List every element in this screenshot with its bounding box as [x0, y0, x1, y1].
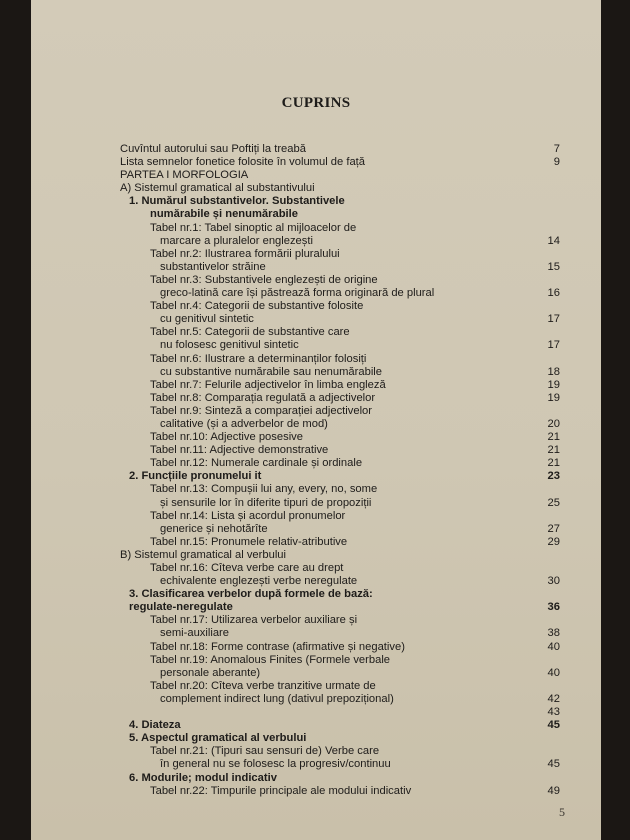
toc-entry: [120, 248, 560, 261]
toc-entry: [120, 143, 560, 156]
toc-entry-text: Tabel nr.10: Adjective posesive: [150, 431, 303, 444]
toc-entry-text: cu substantive numărabile sau nenumărabile: [160, 365, 383, 378]
toc-entry-text: Tabel nr.22: Timpurile principale ale modului indicativ: [150, 784, 412, 797]
toc-entry: [120, 601, 560, 614]
toc-entry: [120, 719, 560, 732]
toc-entry-page: 20: [547, 417, 560, 430]
toc-entry: [120, 510, 560, 523]
toc-entry-text: Tabel nr.4: Categorii de substantive folosite: [150, 300, 364, 313]
toc-entry-page: 36: [547, 601, 560, 614]
toc-entry-text: și sensurile lor în diferite tipuri de propoziții: [160, 496, 372, 509]
toc-entry: [120, 208, 560, 221]
toc-entry-text: Tabel nr.1: Tabel sinoptic al mijloacelor de: [150, 221, 357, 234]
toc-entry: [120, 156, 560, 169]
toc-entry: [120, 169, 560, 182]
toc-entry-text: 2. Funcțiile pronumelui it: [129, 470, 262, 483]
toc-entry-page: 23: [547, 470, 560, 483]
toc-entry: [120, 641, 560, 654]
toc-entry: [120, 431, 560, 444]
toc-entry: [120, 497, 560, 510]
toc-entry-page: 38: [547, 627, 560, 640]
toc-entry-text: Tabel nr.7: Felurile adjectivelor în limba engleză: [150, 378, 386, 391]
toc-entry-text: Tabel nr.5: Categorii de substantive care: [150, 326, 350, 339]
toc-entry: [120, 732, 560, 745]
toc-entry: [120, 222, 560, 235]
toc-entry-page: 45: [547, 758, 560, 771]
toc-entry-text: Tabel nr.21: (Tipuri sau sensuri de) Verbe care: [150, 745, 380, 758]
toc-entry: [120, 680, 560, 693]
toc-entry-text: Tabel nr.3: Substantivele englezești de origine: [150, 273, 378, 286]
toc-entry: [120, 483, 560, 496]
toc-entry-text: Cuvîntul autorului sau Poftiți la treabă: [120, 143, 306, 155]
toc-entry: [120, 339, 560, 352]
toc-entry: [120, 300, 560, 313]
toc-entry: [120, 182, 560, 195]
toc-entry: [120, 627, 560, 640]
toc-entry: [120, 549, 560, 562]
toc-entry: [120, 353, 560, 366]
toc-entry: [120, 614, 560, 627]
toc-entry-text: Tabel nr.12: Numerale cardinale și ordinale: [150, 457, 363, 470]
toc-entry-page: 43: [547, 706, 560, 719]
toc-entry: [120, 195, 560, 208]
page-number: 5: [559, 805, 565, 819]
toc-entry-page: 40: [547, 640, 560, 653]
toc-entry: [120, 470, 560, 483]
toc-entry: [120, 772, 560, 785]
toc-entry-text: complement indirect lung (dativul prepozițional): [160, 692, 394, 705]
toc-entry: [120, 693, 560, 706]
toc-entry-text: 1. Numărul substantivelor. Substantivele: [129, 195, 345, 208]
toc-entry-page: 17: [547, 313, 560, 326]
toc-entry-text: greco-latină care își păstrează forma originară de plural: [160, 287, 435, 300]
toc-entry: [120, 758, 560, 771]
toc-entry-text: PARTEA I MORFOLOGIA: [120, 169, 249, 182]
toc-entry-page: 14: [547, 234, 560, 247]
toc-entry: [120, 235, 560, 248]
toc-entry-text: Tabel nr.19: Anomalous Finites (Formele verbale: [150, 653, 391, 666]
toc-entry-text: Lista semnelor fonetice folosite în volumul de față: [120, 156, 366, 169]
toc-entry: [120, 588, 560, 601]
toc-entry-text: Tabel nr.9: Sinteză a comparației adjectivelor: [150, 404, 373, 417]
toc-entry: [120, 706, 560, 719]
toc-entry-page: 15: [547, 260, 560, 273]
toc-entry-text: semi-auxiliare: [160, 627, 230, 640]
book-page: [31, 0, 601, 840]
toc-entry-page: 19: [547, 378, 560, 391]
page-title: CUPRINS: [281, 95, 351, 111]
toc-entry: [120, 366, 560, 379]
toc-entry-page: 18: [547, 365, 560, 378]
toc-entry: [120, 313, 560, 326]
toc-entry-text: B) Sistemul gramatical al verbului: [120, 548, 287, 561]
toc-entry-text: Tabel nr.2: Ilustrarea formării pluralului: [150, 247, 340, 260]
toc-entry: [120, 287, 560, 300]
toc-entry-text: echivalente englezești verbe neregulate: [160, 575, 358, 588]
toc-entry: [120, 745, 560, 758]
toc-entry-text: Tabel nr.20: Cîteva verbe tranzitive urmate de: [150, 679, 376, 692]
toc-entry-text: Tabel nr.15: Pronumele relativ-atributive: [150, 535, 348, 548]
toc-entry-page: 27: [547, 522, 560, 535]
toc-entry-page: 21: [547, 444, 560, 457]
toc-entry-text: generice și nehotărîte: [160, 522, 268, 535]
toc-entry: [120, 785, 560, 798]
table-of-contents: [120, 143, 560, 798]
toc-entry-page: 7: [553, 143, 560, 155]
toc-entry: [120, 405, 560, 418]
toc-entry: [120, 536, 560, 549]
toc-entry-page: 9: [553, 156, 560, 169]
toc-entry-page: 19: [547, 391, 560, 404]
toc-entry-text: 6. Modurile; modul indicativ: [129, 771, 277, 784]
toc-entry: [120, 667, 560, 680]
toc-entry-text: Tabel nr.8: Comparația regulată a adjectivelor: [150, 391, 376, 404]
toc-entry-text: Tabel nr.17: Utilizarea verbelor auxiliare și: [150, 614, 358, 627]
toc-entry-text: marcare a pluralelor englezești: [160, 234, 313, 247]
toc-entry: [120, 379, 560, 392]
toc-entry-page: 42: [547, 692, 560, 705]
toc-entry-text: 3. Clasificarea verbelor după formele de bază:: [129, 588, 373, 601]
toc-entry-text: 4. Diateza: [129, 719, 181, 732]
toc-entry: [120, 274, 560, 287]
toc-entry-page: 17: [547, 339, 560, 352]
toc-entry: [120, 326, 560, 339]
toc-entry: [120, 457, 560, 470]
toc-entry-text: calitative (și a adverbelor de mod): [160, 417, 328, 430]
toc-entry-text: Tabel nr.11: Adjective demonstrative: [150, 444, 329, 457]
toc-entry-text: în general nu se folosesc la progresiv/continuu: [160, 758, 391, 771]
toc-entry-text: nu folosesc genitivul sintetic: [160, 339, 299, 352]
toc-entry-text: A) Sistemul gramatical al substantivului: [120, 182, 315, 195]
toc-entry: [120, 261, 560, 274]
toc-entry: [120, 575, 560, 588]
toc-entry-text: numărabile și nenumărabile: [150, 208, 298, 221]
toc-entry-text: Tabel nr.18: Forme contrase (afirmative și negative): [150, 640, 405, 653]
toc-entry-page: 21: [547, 431, 560, 444]
toc-entry-text: Tabel nr.14: Lista și acordul pronumelor: [150, 509, 346, 522]
toc-entry: [120, 523, 560, 536]
toc-entry-page: 45: [547, 719, 560, 732]
toc-entry-page: 29: [547, 535, 560, 548]
toc-entry-text: cu genitivul sintetic: [160, 313, 254, 326]
toc-entry-text: personale aberante): [160, 666, 261, 679]
toc-entry-text: substantivelor străine: [160, 260, 266, 273]
toc-entry: [120, 444, 560, 457]
toc-entry-page: 25: [547, 496, 560, 509]
toc-entry-page: 30: [547, 575, 560, 588]
toc-entry-text: 5. Aspectul gramatical al verbului: [129, 732, 307, 745]
toc-entry-text: Tabel nr.16: Cîteva verbe care au drept: [150, 562, 344, 574]
toc-entry-text: Tabel nr.13: Compușii lui any, every, no, some: [150, 483, 378, 496]
toc-entry-text: Tabel nr.6: Ilustrare a determinanților folosiți: [150, 352, 367, 365]
toc-entry-page: 21: [547, 457, 560, 470]
toc-entry: [120, 562, 560, 575]
toc-entry: [120, 654, 560, 667]
toc-entry-text: regulate-neregulate: [129, 601, 233, 614]
toc-entry-page: 40: [547, 666, 560, 679]
toc-entry: [120, 392, 560, 405]
toc-entry-page: 16: [547, 287, 560, 300]
toc-entry-page: 49: [547, 784, 560, 797]
toc-entry: [120, 418, 560, 431]
